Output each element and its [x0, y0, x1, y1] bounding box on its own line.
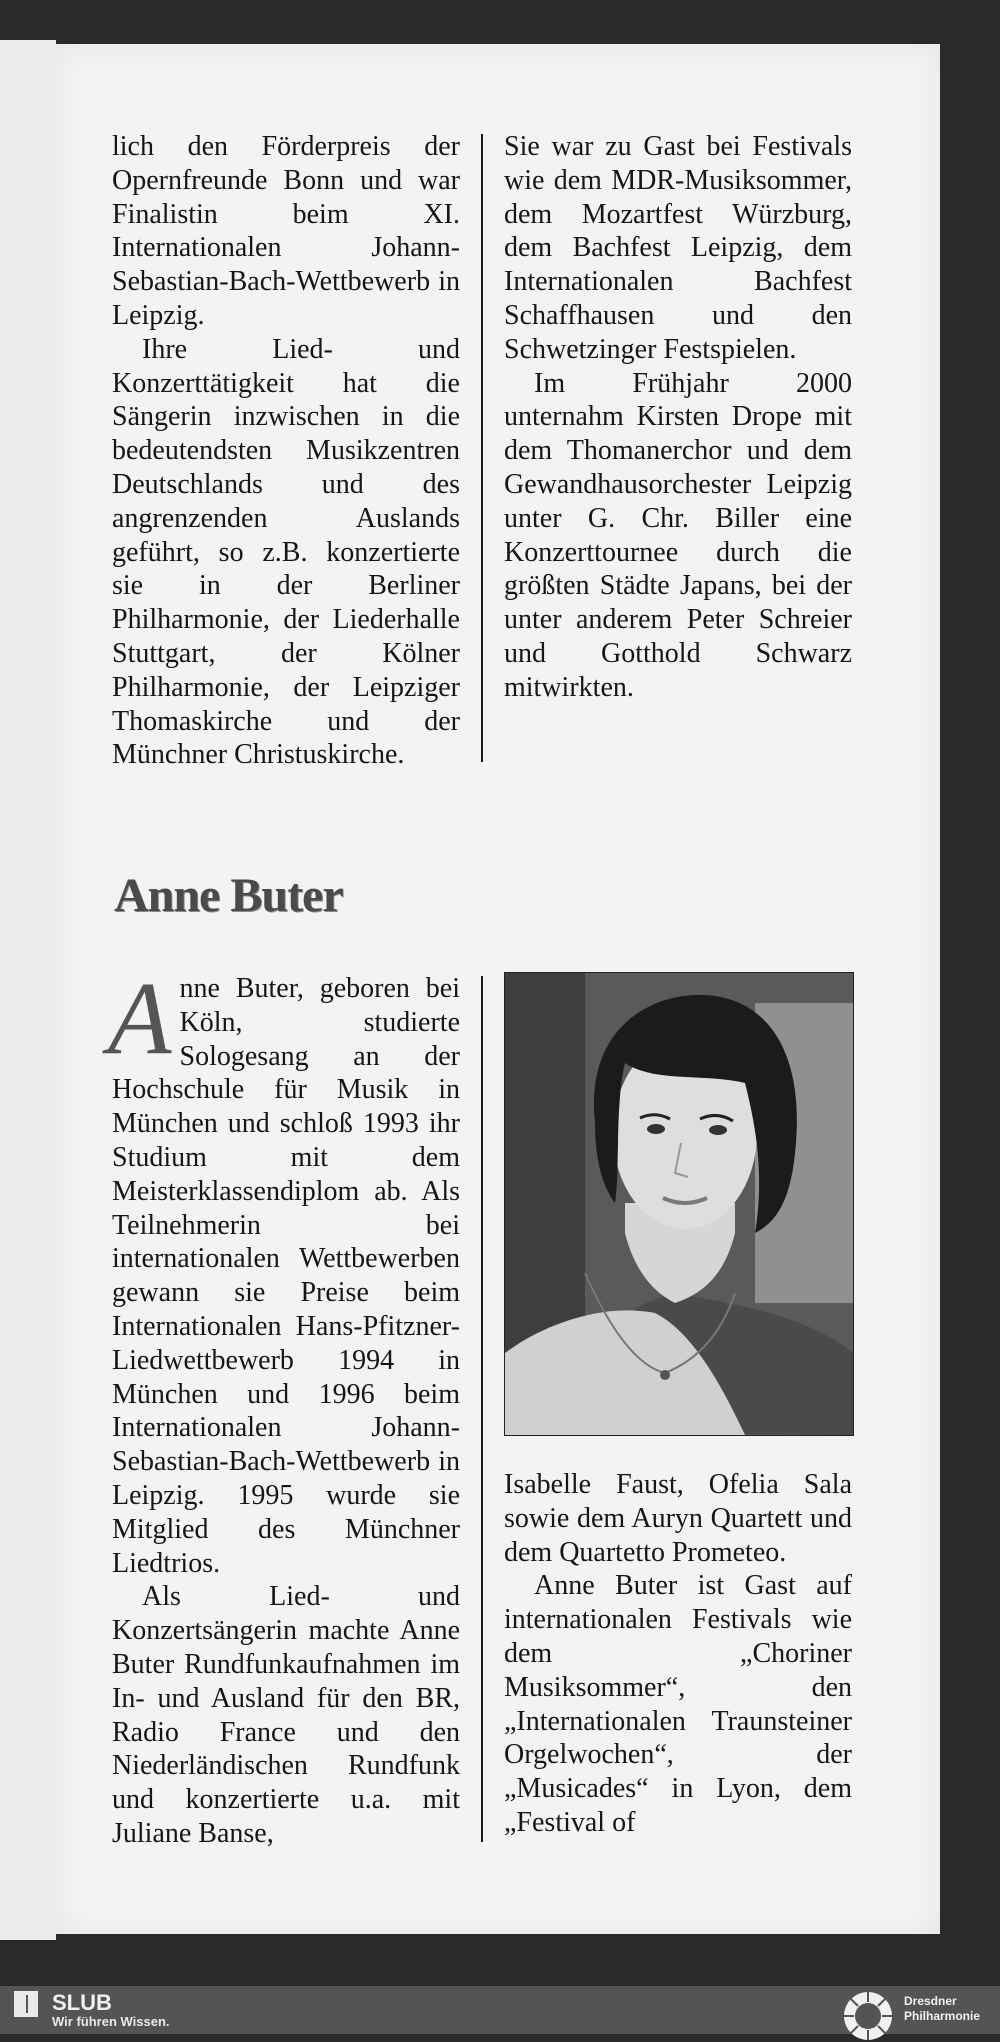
partner-name-line: Philharmonie [904, 2009, 981, 2023]
philharmonie-logo-icon [842, 1990, 894, 2042]
paragraph: lich den Förderpreis der Opernfreunde Bonn und war Finalistin beim XI. Internationalen Johann-Sebastian-Bach-Wettbewerb in Leipzig. [112, 131, 460, 331]
paragraph: Anne Buter ist Gast auf internationalen Festivals wie dem „Choriner Musiksommer“, den „Internationalen Traunsteiner Orgelwochen“, der „Musicades“ in Lyon, dem „Festival of [504, 1570, 852, 1838]
brand-slogan: Wir führen Wissen. [52, 2014, 170, 2029]
book-icon [14, 1991, 38, 2017]
column-divider-bottom [481, 976, 483, 1842]
portrait-photo [504, 972, 854, 1436]
paragraph [108, 961, 460, 1580]
previous-page-edge [0, 40, 56, 1940]
paragraph: Isabelle Faust, Ofelia Sala sowie dem Auryn Quartett und dem Quartetto Prometeo. [504, 1469, 852, 1568]
right-column-bottom [504, 1468, 852, 1840]
right-column-top [504, 130, 852, 705]
column-divider-top [481, 134, 483, 762]
paragraph-text: nne Buter, geboren bei Köln, studierte Sologesang an der Hochschule für Musik in München und schloß 1993 ihr Studium mit dem Meisterklassendiplom ab. Als Teilnehmerin bei internationalen Wettbewerben gewann sie Preise beim Internationalen Hans-Pfitzner-Liedwettbewerb 1994 in München und 1996 beim Internationalen Johann-Sebastian-Bach-Wettbewerb in Leipzig. 1995 wurde sie Mitglied des Münchner Liedtrios. [112, 973, 460, 1579]
left-column-bottom [108, 961, 460, 1851]
paragraph: Im Frühjahr 2000 unternahm Kirsten Drope mit dem Thomanerchor und dem Gewandhausorchester Leipzig unter G. Chr. Biller eine Konzerttournee durch die größten Städte Japans, bei der unter anderem Peter Schreier und Gotthold Schwarz mitwirkten. [504, 367, 852, 703]
paragraph: Als Lied- und Konzertsängerin machte Anne Buter Rundfunkaufnahmen im In- und Ausland für den BR, Radio France und den Niederländischen Rundfunk und konzertierte u.a. mit Juliane Banse, [112, 1581, 460, 1849]
partner-name-line: Dresdner [904, 1994, 957, 2008]
paragraph: Sie war zu Gast bei Festivals wie dem MDR-Musiksommer, dem Mozartfest Würzburg, dem Bachfest Leipzig, dem Internationalen Bachfest Schaffhausen und den Schwetzinger Festspielen. [504, 131, 852, 365]
left-column-top [112, 130, 460, 772]
paragraph: Ihre Lied- und Konzerttätigkeit hat die Sängerin inzwischen in die bedeutendsten Musikzentren Deutschlands und des angrenzenden Auslands geführt, so z.B. konzertierte sie in der Berliner Philharmonie, der Liederhalle Stuttgart, der Kölner Philharmonie, der Leipziger Thomaskirche und der Münchner Christuskirche. [112, 333, 460, 771]
brand-name: SLUB [52, 1990, 112, 2015]
drop-cap: A [108, 961, 172, 1076]
section-heading: Anne Buter [114, 869, 343, 922]
partner-name [904, 1994, 980, 2024]
